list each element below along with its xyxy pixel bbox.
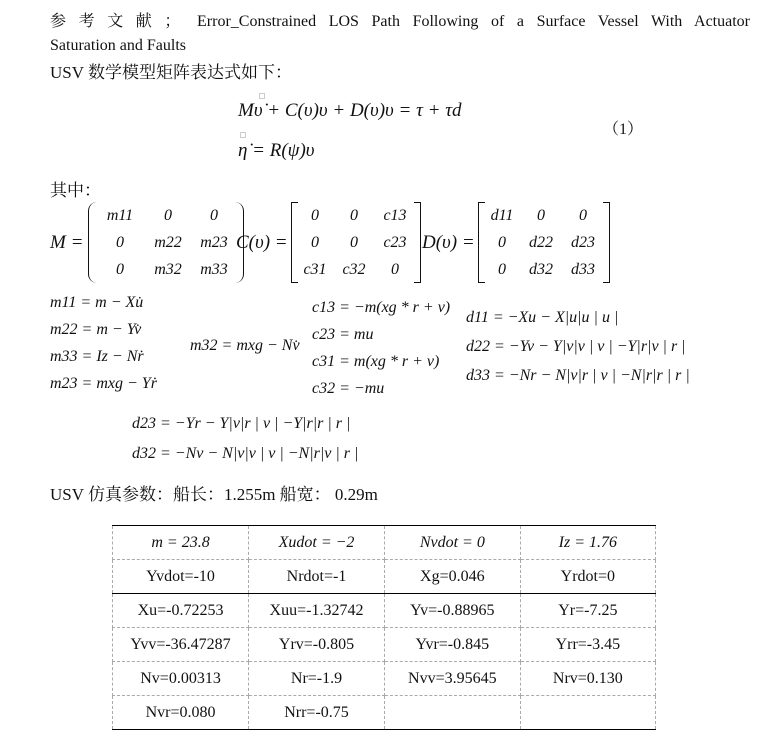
- reference-title-cont: Saturation and Faults: [50, 37, 186, 54]
- def-c23: c23 = mu: [312, 326, 374, 343]
- equation-dynamics: Mυ̇ + C(υ)υ + D(υ)υ = τ + τd: [238, 100, 462, 121]
- where-label: 其中：: [50, 181, 101, 200]
- table-cell: Nvv=3.95645: [384, 662, 520, 696]
- def-m32: m32 = mxg − Nv̇: [190, 337, 300, 354]
- equation-kinematics: η̇ = R(ψ)υ: [238, 140, 315, 161]
- matrix-m-label: M =: [50, 232, 84, 253]
- def-c32: c32 = −mu: [312, 380, 385, 397]
- table-cell: [520, 696, 655, 730]
- table-cell: Yv=-0.88965: [384, 594, 520, 628]
- sim-params-text: USV 仿真参数：船长：1.255m 船宽： 0.29m: [50, 485, 378, 504]
- matrix-cell: 0: [311, 206, 319, 224]
- def-d22: d22 = −Yv − Y|v|v | v | −Y|r|v | r |: [466, 338, 686, 355]
- table-cell: Yvv=-36.47287: [113, 628, 249, 662]
- intro-text: USV 数学模型矩阵表达式如下：: [50, 63, 292, 82]
- table-cell: Xu=-0.72253: [113, 594, 249, 628]
- def-d23: d23 = −Yr − Y|v|r | v | −Y|r|r | r |: [132, 415, 351, 432]
- table-cell: Nvdot = 0: [384, 526, 520, 560]
- table-cell: Yr=-7.25: [520, 594, 655, 628]
- def-m33: m33 = Iz − Nṙ: [50, 348, 144, 365]
- equation-number: （1）: [603, 121, 644, 138]
- matrix-cell: d33: [571, 260, 595, 278]
- matrix-cell: d32: [529, 260, 553, 278]
- matrix-c-label: C(υ) =: [236, 232, 288, 253]
- matrix-cell: 0: [311, 233, 319, 251]
- def-c13: c13 = −m(xg * r + v): [312, 299, 451, 316]
- matrix-cell: c32: [342, 260, 366, 278]
- table-cell: Iz = 1.76: [520, 526, 655, 560]
- matrix-cell: d11: [490, 206, 514, 224]
- matrix-cell: m23: [200, 233, 228, 251]
- matrix-cell: m11: [106, 206, 134, 224]
- table-cell: Nvr=0.080: [113, 696, 249, 730]
- matrix-cell: 0: [350, 206, 358, 224]
- matrix-cell: m22: [154, 233, 182, 251]
- table-cell: Nr=-1.9: [249, 662, 385, 696]
- table-cell: m = 23.8: [113, 526, 249, 560]
- matrix-c: [291, 202, 421, 283]
- matrix-d: [478, 202, 610, 283]
- bracket-left: [291, 202, 298, 283]
- table-cell: Nrv=0.130: [520, 662, 655, 696]
- reference-block: [50, 10, 750, 58]
- def-m11: m11 = m − Xu̇: [50, 294, 144, 311]
- matrix-cell: c13: [383, 206, 407, 224]
- def-m23: m23 = mxg − Yṙ: [50, 375, 157, 392]
- table-cell: Xuu=-1.32742: [249, 594, 385, 628]
- matrix-cell: 0: [116, 260, 124, 278]
- table-cell: Yrv=-0.805: [249, 628, 385, 662]
- bracket-right: [603, 202, 610, 283]
- placeholder-box-icon: [240, 132, 246, 138]
- table-cell: Xg=0.046: [384, 560, 520, 594]
- table-cell: Xudot = −2: [249, 526, 385, 560]
- def-c31: c31 = m(xg * r + v): [312, 353, 440, 370]
- def-d32: d32 = −Nv − N|v|v | v | −N|r|v | r |: [132, 445, 359, 462]
- matrix-cell: c23: [383, 233, 407, 251]
- table-cell: Yvr=-0.845: [384, 628, 520, 662]
- table-cell: [384, 696, 520, 730]
- matrix-cell: 0: [537, 206, 545, 224]
- table-cell: Nv=0.00313: [113, 662, 249, 696]
- matrix-cell: d22: [529, 233, 553, 251]
- matrix-cell: m33: [200, 260, 228, 278]
- table-cell: Yrr=-3.45: [520, 628, 655, 662]
- matrix-cell: 0: [210, 206, 218, 224]
- table-cell: Nrdot=-1: [249, 560, 385, 594]
- matrix-cell: m32: [154, 260, 182, 278]
- table-cell: Yrdot=0: [520, 560, 655, 594]
- reference-lead: 参考文献；: [50, 13, 185, 30]
- bracket-left: [478, 202, 485, 283]
- matrix-m: [88, 202, 244, 283]
- placeholder-box-icon: [259, 93, 265, 99]
- matrix-cell: 0: [116, 233, 124, 251]
- matrix-cell: 0: [498, 260, 506, 278]
- def-d11: d11 = −Xu − X|u|u | u |: [466, 309, 619, 326]
- matrix-cell: 0: [164, 206, 172, 224]
- paren-left: [88, 202, 97, 283]
- reference-title: Error_Constrained LOS Path Following of a Surface Vessel With Actuator: [197, 13, 750, 30]
- matrix-d-label: D(υ) =: [422, 232, 475, 253]
- table-cell: Yvdot=-10: [113, 560, 249, 594]
- matrix-cell: 0: [498, 233, 506, 251]
- parameter-table: [112, 525, 656, 730]
- def-m22: m22 = m − Yv̇: [50, 321, 142, 338]
- matrix-cell: 0: [350, 233, 358, 251]
- matrix-cell: c31: [303, 260, 327, 278]
- matrix-cell: 0: [391, 260, 399, 278]
- def-d33: d33 = −Nr − N|v|r | v | −N|r|r | r |: [466, 367, 690, 384]
- table-cell: Nrr=-0.75: [249, 696, 385, 730]
- matrix-cell: 0: [579, 206, 587, 224]
- matrix-cell: d23: [571, 233, 595, 251]
- bracket-right: [414, 202, 421, 283]
